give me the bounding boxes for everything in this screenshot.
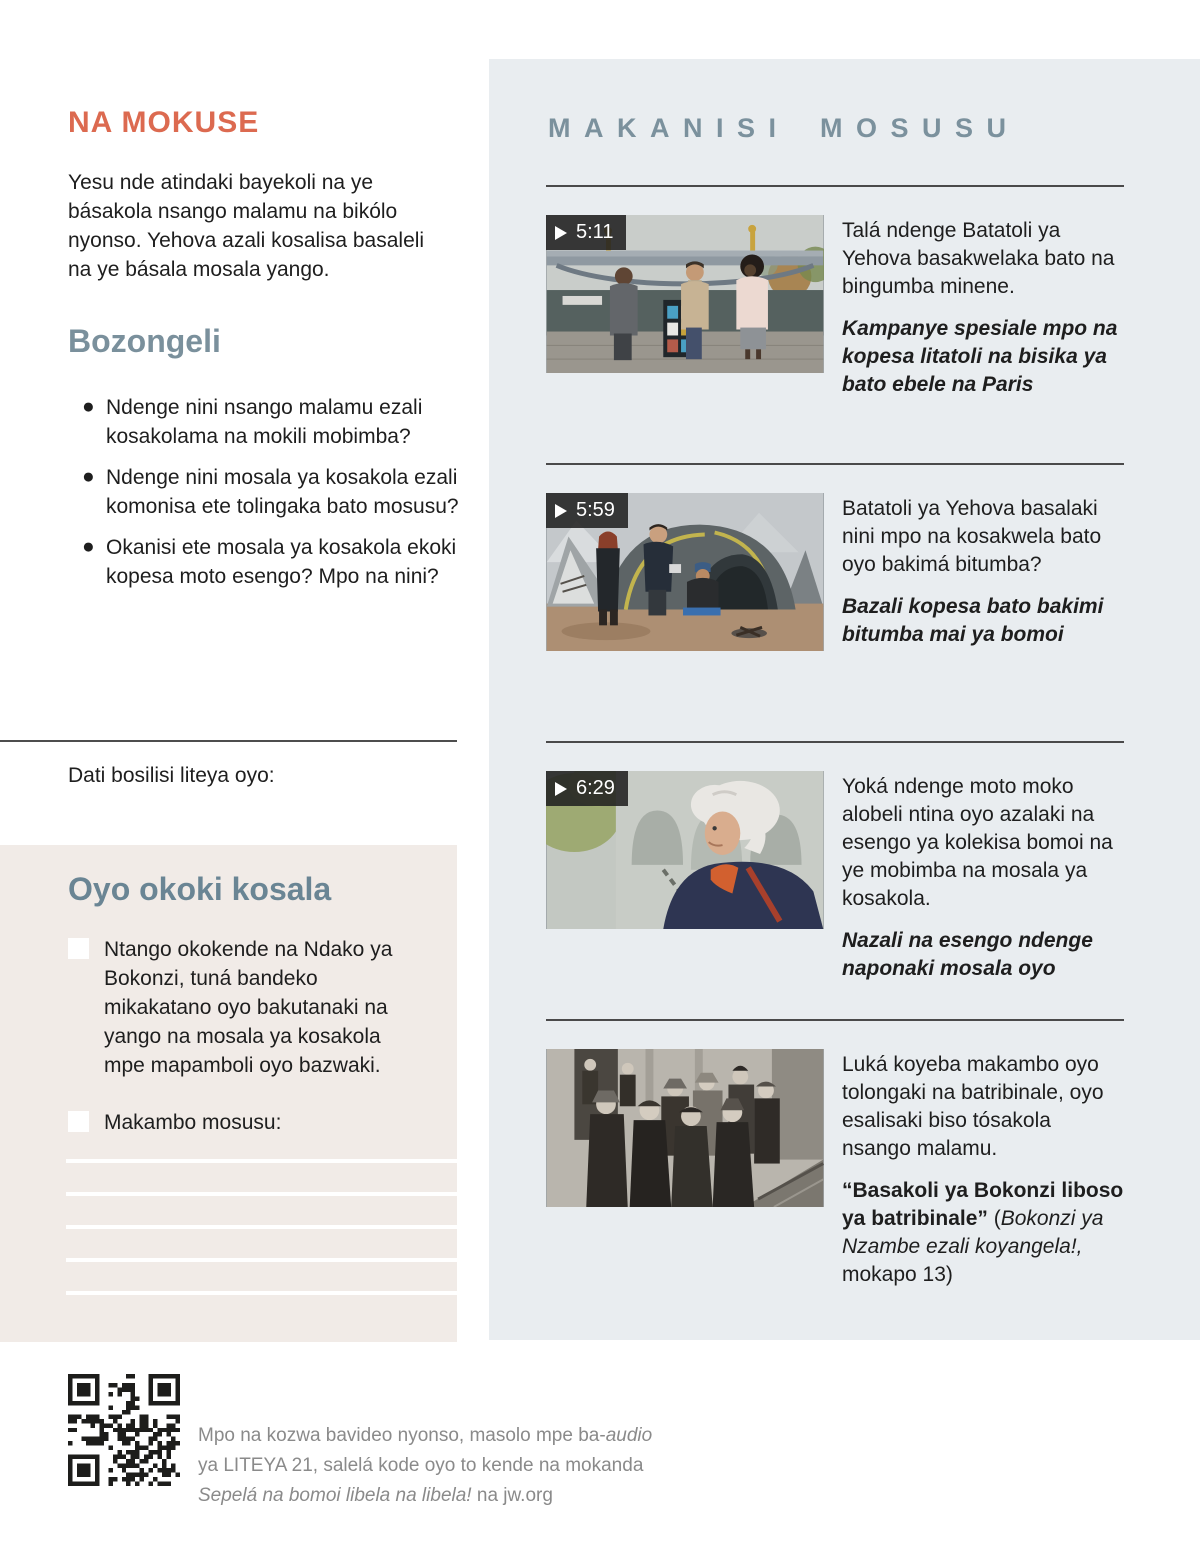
todo-item-text: Makambo mosusu: xyxy=(104,1111,282,1134)
review-question xyxy=(68,463,460,521)
item-description: Luká koyeba makambo oyo tolongaki na batribinale, oyo esalisaki biso tósakola nsango malamu. xyxy=(842,1053,1104,1160)
todo-item-text: Ntango okokende na Ndako ya Bokonzi, tuná bandeko mikakatano oyo bakutanaki na yango na mosala ya kosakola mpe mapamboli oyo bazwaki. xyxy=(104,938,393,1077)
video-title: Bazali kopesa bato bakimi bitumba mai ya bomoi xyxy=(842,595,1104,646)
todo-heading: Oyo okoki kosala xyxy=(68,871,332,907)
summary-paragraph: Yesu nde atindaki bayekoli na ye básakola nsango malamu na bikólo nyonso. Yehova azali kosalisa basaleli na ye básala mosala yango. xyxy=(68,171,425,281)
qr-code xyxy=(68,1374,180,1486)
checkbox[interactable] xyxy=(68,938,89,959)
play-icon xyxy=(555,504,567,518)
footer-line1-italic: audio xyxy=(605,1425,653,1446)
review-question-text: Ndenge nini mosala ya kosakola ezali komonisa ete tolingaka bato mosusu? xyxy=(106,466,459,518)
bullet-icon: ● xyxy=(82,395,95,418)
duration-text: 5:11 xyxy=(576,221,614,243)
duration-badge xyxy=(546,215,626,250)
more-ideas-panel xyxy=(489,59,1200,1340)
footer-line2: ya LITEYA 21, salelá kode oyo to kende na mokanda xyxy=(198,1455,644,1476)
writing-lines xyxy=(0,1159,457,1324)
video-thumbnail-refugee-camp[interactable] xyxy=(546,493,824,651)
video-caption xyxy=(842,1049,1124,1289)
duration-badge xyxy=(546,493,628,528)
footer-line3-italic: Sepelá na bomoi libela na libela! xyxy=(198,1485,472,1506)
video-description: Talá ndenge Batatoli ya Yehova basakwelaka bato na bingumba minene. xyxy=(842,219,1115,298)
duration-badge xyxy=(546,771,628,806)
completion-date-label: Dati bosilisi liteya oyo: xyxy=(68,764,275,787)
video-thumbnail-elderly-sister[interactable] xyxy=(546,771,824,929)
review-question-list xyxy=(68,393,460,603)
video-title: Kampanye spesiale mpo na kopesa litatoli na bisika ya bato ebele na Paris xyxy=(842,317,1118,396)
summary-heading: NA MOKUSE xyxy=(68,106,260,139)
video-description: Yoká ndenge moto moko alobeli ntina oyo azalaki na esengo ya kolekisa bomoi na ye mobimba na mosala ya kosakola. xyxy=(842,775,1113,910)
bullet-icon: ● xyxy=(82,535,95,558)
review-question-text: Ndenge nini nsango malamu ezali kosakolama na mokili mobimba? xyxy=(106,396,423,448)
writing-line[interactable] xyxy=(66,1291,457,1295)
video-caption xyxy=(842,493,1124,649)
review-question-text: Okanisi ete mosala ya kosakola ekoki kopesa moto esengo? Mpo na nini? xyxy=(106,536,457,588)
thumbnail-historical-court-group[interactable] xyxy=(546,1049,824,1207)
review-question xyxy=(68,533,460,591)
play-icon xyxy=(555,226,567,240)
video-row xyxy=(546,185,1124,463)
footer-note xyxy=(198,1421,678,1511)
todo-item xyxy=(68,935,424,1080)
todo-box xyxy=(0,845,457,1342)
video-description: Batatoli ya Yehova basalaki nini mpo na kosakwela bato oyo bakimá bitumba? xyxy=(842,497,1102,576)
video-row xyxy=(546,463,1124,741)
duration-text: 5:59 xyxy=(576,499,615,521)
todo-item xyxy=(68,1108,424,1137)
footer-line1: Mpo na kozwa bavideo nyonso, masolo mpe ba- xyxy=(198,1425,606,1446)
writing-line[interactable] xyxy=(66,1159,457,1163)
reference-quote: “Basakoli ya Bokonzi liboso ya batribinale” xyxy=(842,1179,1124,1230)
review-heading: Bozongeli xyxy=(68,323,221,359)
review-question xyxy=(68,393,460,451)
checkbox[interactable] xyxy=(68,1111,89,1132)
video-row xyxy=(546,741,1124,1019)
video-row xyxy=(546,1019,1124,1289)
historical-group-photo-illustration xyxy=(546,1049,824,1207)
video-caption xyxy=(842,215,1124,399)
video-title: Nazali na esengo ndenge naponaki mosala oyo xyxy=(842,929,1093,980)
footer-line3: na jw.org xyxy=(471,1485,553,1506)
writing-line[interactable] xyxy=(66,1225,457,1229)
writing-line[interactable] xyxy=(66,1192,457,1196)
divider-rule xyxy=(0,740,457,742)
duration-text: 6:29 xyxy=(576,777,615,799)
video-thumbnail-witnessing-cart-paris[interactable] xyxy=(546,215,824,373)
reference-paren: ( xyxy=(987,1207,1001,1230)
reference-detail: mokapo 13) xyxy=(842,1263,953,1286)
bullet-icon: ● xyxy=(82,465,95,488)
video-caption xyxy=(842,771,1124,983)
more-ideas-heading: MAKANISI MOSUSU xyxy=(548,113,1020,143)
reference-source: Bokonzi ya Nzambe ezali koyangela!, xyxy=(842,1207,1104,1258)
play-icon xyxy=(555,782,567,796)
publication-reference xyxy=(842,1177,1124,1289)
writing-line[interactable] xyxy=(66,1258,457,1262)
